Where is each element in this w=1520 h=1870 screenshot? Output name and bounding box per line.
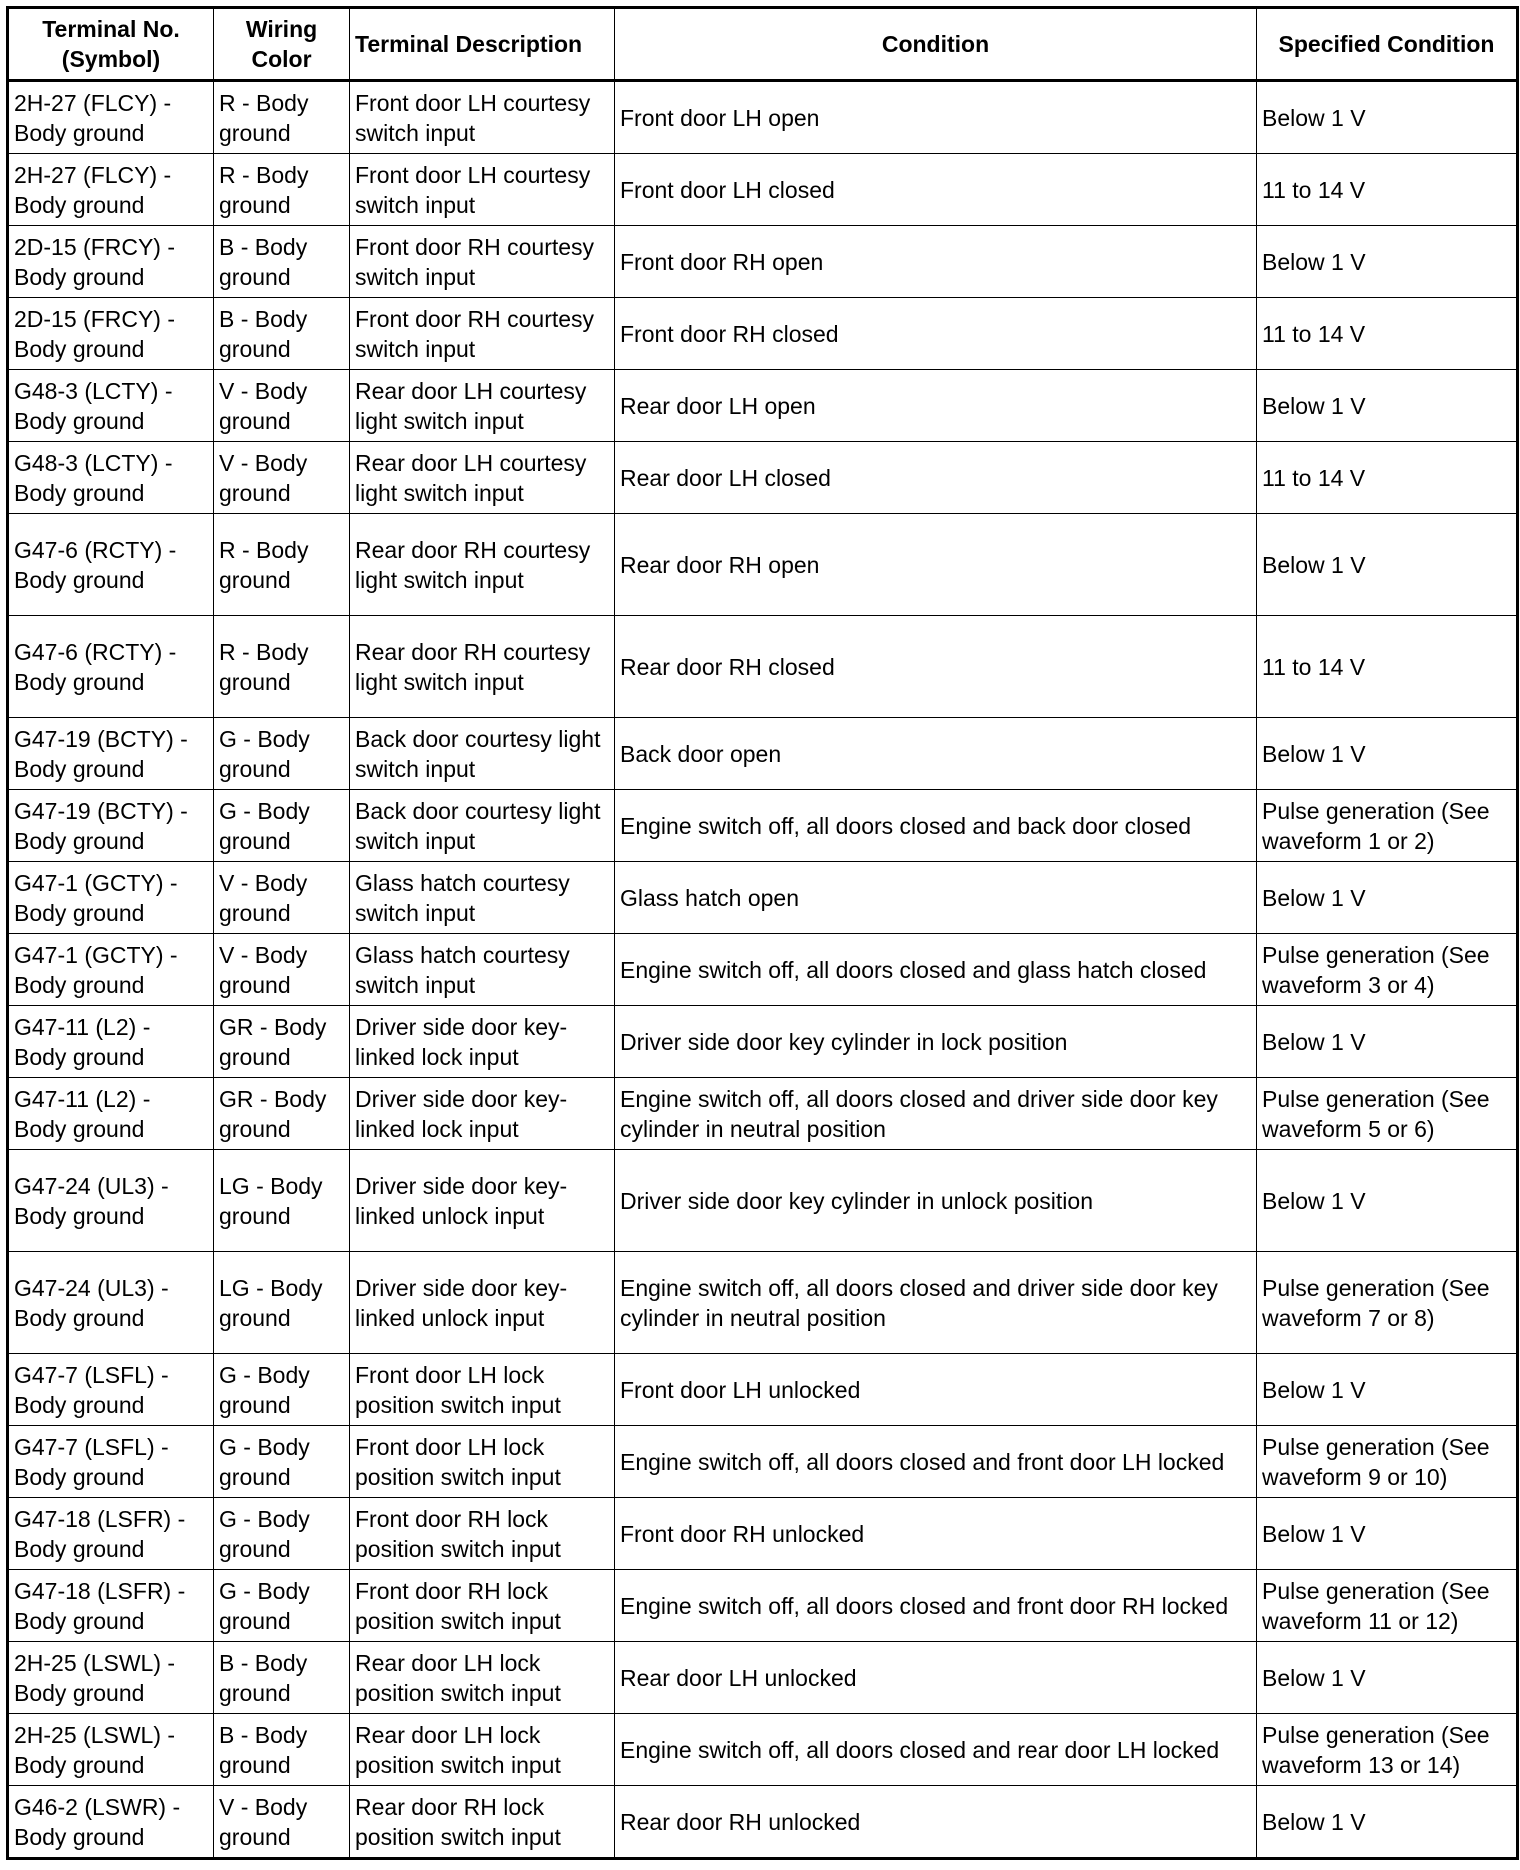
- cell-condition: Front door LH unlocked: [615, 1354, 1257, 1426]
- cell-wiring-color: B - Body ground: [214, 1714, 350, 1786]
- cell-condition: Engine switch off, all doors closed and front door RH locked: [615, 1570, 1257, 1642]
- cell-specified-condition: Below 1 V: [1257, 1642, 1518, 1714]
- table-row: [8, 1150, 1518, 1252]
- cell-wiring-color: B - Body ground: [214, 226, 350, 298]
- table-row: [8, 154, 1518, 226]
- cell-wiring-color: G - Body ground: [214, 718, 350, 790]
- cell-terminal-description: Front door LH lock position switch input: [350, 1354, 615, 1426]
- cell-specified-condition: Pulse generation (See waveform 1 or 2): [1257, 790, 1518, 862]
- cell-condition: Rear door RH open: [615, 514, 1257, 616]
- cell-condition: Front door LH open: [615, 81, 1257, 154]
- cell-terminal-no: G47-24 (UL3) - Body ground: [8, 1252, 214, 1354]
- cell-terminal-no: G47-6 (RCTY) - Body ground: [8, 616, 214, 718]
- cell-terminal-description: Driver side door key-linked lock input: [350, 1078, 615, 1150]
- cell-specified-condition: Pulse generation (See waveform 9 or 10): [1257, 1426, 1518, 1498]
- cell-wiring-color: LG - Body ground: [214, 1252, 350, 1354]
- cell-terminal-no: G47-1 (GCTY) - Body ground: [8, 862, 214, 934]
- cell-terminal-no: 2H-25 (LSWL) - Body ground: [8, 1642, 214, 1714]
- cell-terminal-no: G47-24 (UL3) - Body ground: [8, 1150, 214, 1252]
- cell-terminal-no: G47-18 (LSFR) - Body ground: [8, 1498, 214, 1570]
- table-row: [8, 226, 1518, 298]
- cell-terminal-description: Front door LH lock position switch input: [350, 1426, 615, 1498]
- cell-specified-condition: Below 1 V: [1257, 1354, 1518, 1426]
- table-row: [8, 1714, 1518, 1786]
- header-terminal-no: Terminal No. (Symbol): [8, 8, 214, 81]
- cell-specified-condition: Below 1 V: [1257, 370, 1518, 442]
- cell-terminal-no: 2D-15 (FRCY) - Body ground: [8, 226, 214, 298]
- table-row: [8, 1078, 1518, 1150]
- cell-condition: Rear door RH unlocked: [615, 1786, 1257, 1859]
- cell-terminal-no: G48-3 (LCTY) - Body ground: [8, 442, 214, 514]
- header-row: [8, 8, 1518, 81]
- table-row: [8, 514, 1518, 616]
- cell-condition: Rear door RH closed: [615, 616, 1257, 718]
- cell-terminal-no: G46-2 (LSWR) - Body ground: [8, 1786, 214, 1859]
- cell-wiring-color: V - Body ground: [214, 934, 350, 1006]
- cell-terminal-description: Front door LH courtesy switch input: [350, 81, 615, 154]
- cell-specified-condition: 11 to 14 V: [1257, 616, 1518, 718]
- cell-terminal-no: G47-11 (L2) - Body ground: [8, 1006, 214, 1078]
- cell-specified-condition: Below 1 V: [1257, 226, 1518, 298]
- table-row: [8, 616, 1518, 718]
- cell-condition: Front door RH open: [615, 226, 1257, 298]
- cell-terminal-description: Rear door RH courtesy light switch input: [350, 616, 615, 718]
- table-row: [8, 790, 1518, 862]
- cell-terminal-no: G47-19 (BCTY) - Body ground: [8, 790, 214, 862]
- cell-terminal-description: Front door LH courtesy switch input: [350, 154, 615, 226]
- header-terminal-description: Terminal Description: [350, 8, 615, 81]
- cell-specified-condition: Pulse generation (See waveform 3 or 4): [1257, 934, 1518, 1006]
- cell-wiring-color: G - Body ground: [214, 1426, 350, 1498]
- header-condition: Condition: [615, 8, 1257, 81]
- cell-condition: Driver side door key cylinder in unlock position: [615, 1150, 1257, 1252]
- table-row: [8, 1354, 1518, 1426]
- cell-specified-condition: 11 to 14 V: [1257, 154, 1518, 226]
- cell-terminal-no: G47-1 (GCTY) - Body ground: [8, 934, 214, 1006]
- cell-terminal-description: Rear door LH courtesy light switch input: [350, 370, 615, 442]
- table-row: [8, 1570, 1518, 1642]
- cell-specified-condition: Below 1 V: [1257, 1150, 1518, 1252]
- table-row: [8, 718, 1518, 790]
- terminal-spec-table: [6, 6, 1519, 1860]
- cell-specified-condition: 11 to 14 V: [1257, 442, 1518, 514]
- cell-specified-condition: Below 1 V: [1257, 1786, 1518, 1859]
- cell-terminal-no: G47-18 (LSFR) - Body ground: [8, 1570, 214, 1642]
- cell-terminal-description: Driver side door key-linked lock input: [350, 1006, 615, 1078]
- cell-terminal-no: G47-6 (RCTY) - Body ground: [8, 514, 214, 616]
- cell-condition: Front door RH unlocked: [615, 1498, 1257, 1570]
- cell-wiring-color: V - Body ground: [214, 862, 350, 934]
- cell-terminal-no: 2H-27 (FLCY) - Body ground: [8, 81, 214, 154]
- cell-wiring-color: B - Body ground: [214, 298, 350, 370]
- cell-terminal-description: Driver side door key-linked unlock input: [350, 1150, 615, 1252]
- cell-terminal-description: Front door RH courtesy switch input: [350, 298, 615, 370]
- table-row: [8, 862, 1518, 934]
- header-wiring-color: Wiring Color: [214, 8, 350, 81]
- cell-terminal-description: Rear door RH lock position switch input: [350, 1786, 615, 1859]
- cell-specified-condition: 11 to 14 V: [1257, 298, 1518, 370]
- cell-terminal-description: Rear door LH courtesy light switch input: [350, 442, 615, 514]
- cell-terminal-description: Driver side door key-linked unlock input: [350, 1252, 615, 1354]
- cell-terminal-description: Back door courtesy light switch input: [350, 718, 615, 790]
- cell-condition: Engine switch off, all doors closed and rear door LH locked: [615, 1714, 1257, 1786]
- cell-terminal-description: Glass hatch courtesy switch input: [350, 862, 615, 934]
- cell-terminal-description: Rear door LH lock position switch input: [350, 1642, 615, 1714]
- cell-terminal-description: Front door RH courtesy switch input: [350, 226, 615, 298]
- cell-wiring-color: B - Body ground: [214, 1642, 350, 1714]
- cell-wiring-color: R - Body ground: [214, 154, 350, 226]
- cell-specified-condition: Below 1 V: [1257, 862, 1518, 934]
- table-row: [8, 1498, 1518, 1570]
- cell-condition: Engine switch off, all doors closed and driver side door key cylinder in neutral position: [615, 1252, 1257, 1354]
- cell-terminal-no: 2H-25 (LSWL) - Body ground: [8, 1714, 214, 1786]
- cell-wiring-color: LG - Body ground: [214, 1150, 350, 1252]
- cell-wiring-color: V - Body ground: [214, 1786, 350, 1859]
- table-row: [8, 370, 1518, 442]
- cell-condition: Rear door LH closed: [615, 442, 1257, 514]
- table-row: [8, 442, 1518, 514]
- table-row: [8, 81, 1518, 154]
- cell-specified-condition: Below 1 V: [1257, 81, 1518, 154]
- cell-condition: Glass hatch open: [615, 862, 1257, 934]
- cell-terminal-description: Rear door LH lock position switch input: [350, 1714, 615, 1786]
- cell-specified-condition: Pulse generation (See waveform 13 or 14): [1257, 1714, 1518, 1786]
- cell-terminal-description: Front door RH lock position switch input: [350, 1498, 615, 1570]
- cell-terminal-no: 2D-15 (FRCY) - Body ground: [8, 298, 214, 370]
- cell-wiring-color: G - Body ground: [214, 1354, 350, 1426]
- cell-terminal-no: G47-7 (LSFL) - Body ground: [8, 1426, 214, 1498]
- cell-terminal-no: G47-11 (L2) - Body ground: [8, 1078, 214, 1150]
- cell-terminal-no: G47-19 (BCTY) - Body ground: [8, 718, 214, 790]
- cell-condition: Back door open: [615, 718, 1257, 790]
- cell-terminal-description: Back door courtesy light switch input: [350, 790, 615, 862]
- cell-wiring-color: G - Body ground: [214, 790, 350, 862]
- cell-wiring-color: GR - Body ground: [214, 1006, 350, 1078]
- cell-terminal-description: Glass hatch courtesy switch input: [350, 934, 615, 1006]
- cell-wiring-color: R - Body ground: [214, 616, 350, 718]
- cell-condition: Rear door LH open: [615, 370, 1257, 442]
- table-row: [8, 1786, 1518, 1859]
- table-row: [8, 1642, 1518, 1714]
- cell-condition: Driver side door key cylinder in lock position: [615, 1006, 1257, 1078]
- cell-wiring-color: G - Body ground: [214, 1498, 350, 1570]
- cell-condition: Front door RH closed: [615, 298, 1257, 370]
- cell-condition: Engine switch off, all doors closed and driver side door key cylinder in neutral position: [615, 1078, 1257, 1150]
- table-row: [8, 1252, 1518, 1354]
- cell-wiring-color: V - Body ground: [214, 442, 350, 514]
- cell-specified-condition: Pulse generation (See waveform 7 or 8): [1257, 1252, 1518, 1354]
- cell-wiring-color: V - Body ground: [214, 370, 350, 442]
- cell-condition: Rear door LH unlocked: [615, 1642, 1257, 1714]
- cell-wiring-color: G - Body ground: [214, 1570, 350, 1642]
- table-row: [8, 1006, 1518, 1078]
- cell-condition: Engine switch off, all doors closed and back door closed: [615, 790, 1257, 862]
- cell-condition: Engine switch off, all doors closed and glass hatch closed: [615, 934, 1257, 1006]
- cell-wiring-color: R - Body ground: [214, 514, 350, 616]
- cell-condition: Front door LH closed: [615, 154, 1257, 226]
- cell-specified-condition: Pulse generation (See waveform 11 or 12): [1257, 1570, 1518, 1642]
- cell-terminal-description: Rear door RH courtesy light switch input: [350, 514, 615, 616]
- header-specified-condition: Specified Condition: [1257, 8, 1518, 81]
- cell-wiring-color: GR - Body ground: [214, 1078, 350, 1150]
- cell-specified-condition: Below 1 V: [1257, 1006, 1518, 1078]
- cell-terminal-no: G48-3 (LCTY) - Body ground: [8, 370, 214, 442]
- cell-specified-condition: Pulse generation (See waveform 5 or 6): [1257, 1078, 1518, 1150]
- table-row: [8, 298, 1518, 370]
- table-row: [8, 934, 1518, 1006]
- cell-wiring-color: R - Body ground: [214, 81, 350, 154]
- cell-condition: Engine switch off, all doors closed and front door LH locked: [615, 1426, 1257, 1498]
- cell-terminal-no: G47-7 (LSFL) - Body ground: [8, 1354, 214, 1426]
- cell-terminal-no: 2H-27 (FLCY) - Body ground: [8, 154, 214, 226]
- cell-specified-condition: Below 1 V: [1257, 1498, 1518, 1570]
- cell-specified-condition: Below 1 V: [1257, 718, 1518, 790]
- table-row: [8, 1426, 1518, 1498]
- cell-terminal-description: Front door RH lock position switch input: [350, 1570, 615, 1642]
- cell-specified-condition: Below 1 V: [1257, 514, 1518, 616]
